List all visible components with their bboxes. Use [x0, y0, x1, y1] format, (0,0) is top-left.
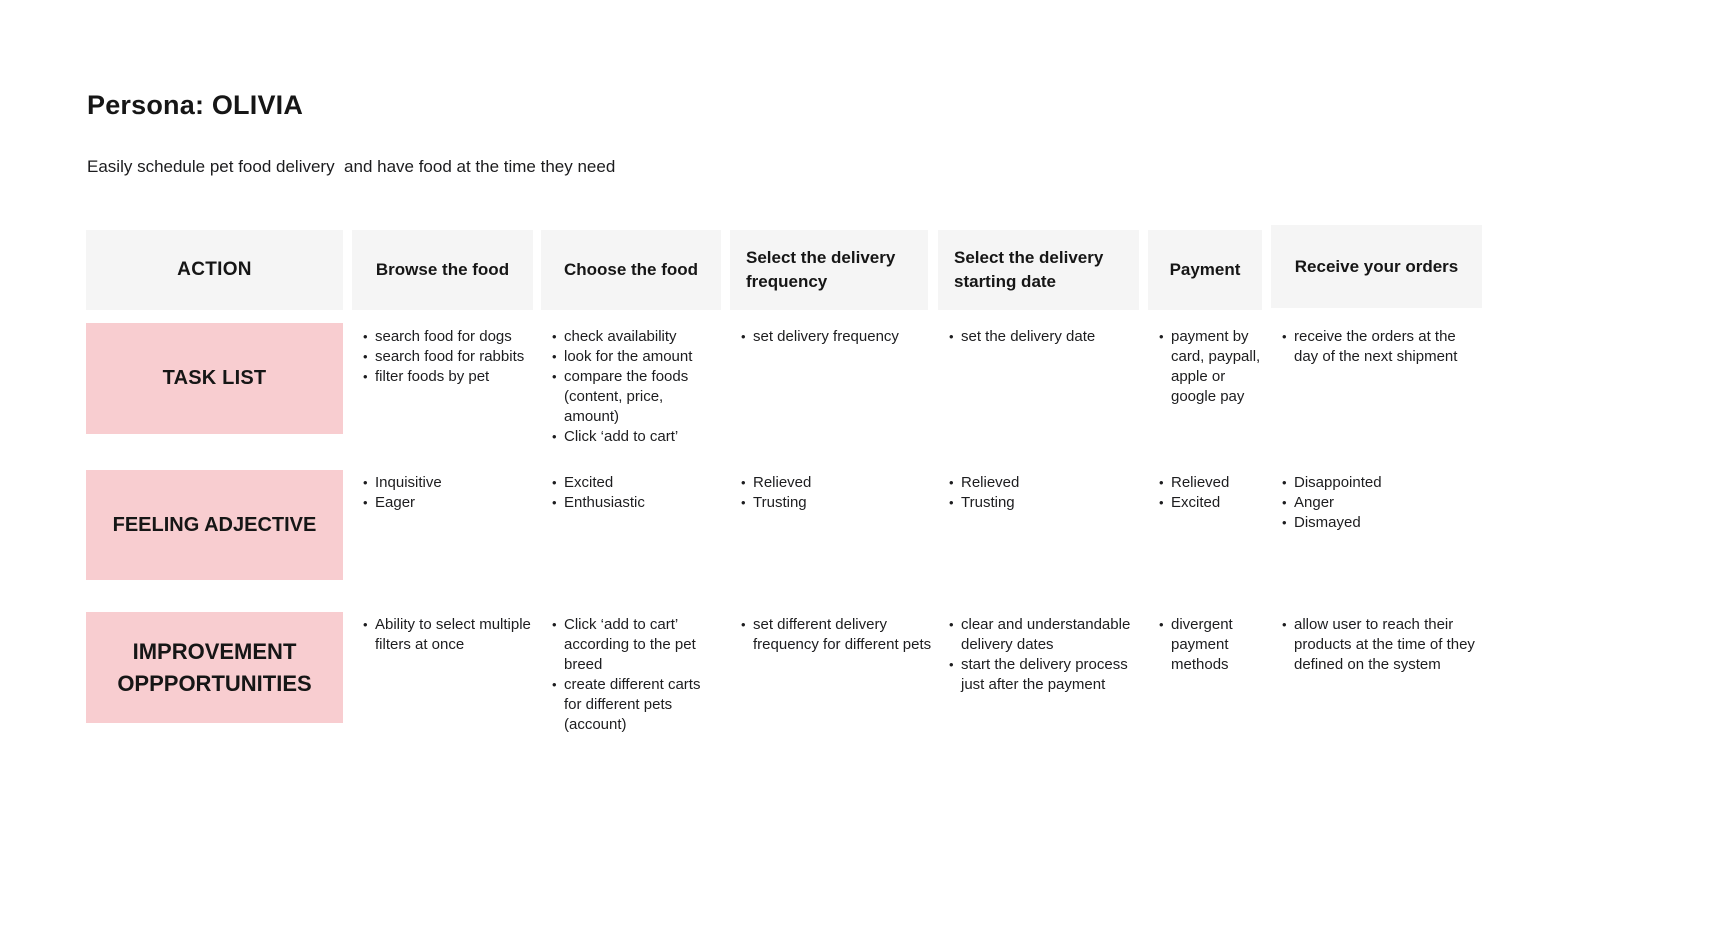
bullet-item: • divergent payment methods — [1148, 615, 1262, 675]
bullet-item: • check availability — [541, 327, 721, 347]
bullet-item: • look for the amount — [541, 347, 721, 367]
bullet-item: • Dismayed — [1271, 513, 1482, 533]
feeling-list — [1271, 473, 1482, 533]
feelings-cell-choose — [541, 473, 721, 513]
tasks-cell-payment — [1148, 327, 1262, 407]
feelings-cell-frequency — [730, 473, 928, 513]
column-header-starting-date: Select the delivery starting date — [938, 230, 1139, 310]
bullet-item: • start the delivery process just after the payment — [938, 655, 1139, 695]
feelings-cell-receive — [1271, 473, 1482, 533]
bullet-item: • Trusting — [938, 493, 1139, 513]
bullet-item: • Inquisitive — [352, 473, 533, 493]
bullet-item: • Relieved — [938, 473, 1139, 493]
bullet-item: • payment by card, paypall, apple or google pay — [1148, 327, 1262, 407]
column-header-frequency: Select the delivery frequency — [730, 230, 928, 310]
bullet-item: • filter foods by pet — [352, 367, 533, 387]
column-header-choose: Choose the food — [541, 230, 721, 310]
feeling-list — [1148, 473, 1262, 513]
bullet-item: • Trusting — [730, 493, 928, 513]
bullet-item: • Relieved — [730, 473, 928, 493]
bullet-item: • Relieved — [1148, 473, 1262, 493]
improvement-list — [352, 615, 533, 655]
tasks-cell-receive — [1271, 327, 1482, 367]
bullet-item: • Ability to select multiple filters at once — [352, 615, 533, 655]
feelings-cell-starting-date — [938, 473, 1139, 513]
task-list — [1148, 327, 1262, 407]
tasks-cell-starting-date — [938, 327, 1139, 347]
improvements-cell-choose — [541, 615, 721, 735]
task-list — [730, 327, 928, 347]
feelings-cell-payment — [1148, 473, 1262, 513]
task-list — [938, 327, 1139, 347]
bullet-item: • set different delivery frequency for different pets — [730, 615, 938, 655]
bullet-item: • set delivery frequency — [730, 327, 928, 347]
feeling-list — [730, 473, 928, 513]
improvement-list — [541, 615, 721, 735]
bullet-item: • Anger — [1271, 493, 1482, 513]
bullet-item: • set the delivery date — [938, 327, 1139, 347]
column-header-receive: Receive your orders — [1271, 225, 1482, 308]
bullet-item: • Click ‘add to cart’ — [541, 427, 721, 447]
improvements-cell-receive — [1271, 615, 1482, 675]
bullet-item: • allow user to reach their products at the time of they defined on the system — [1271, 615, 1482, 675]
improvement-list — [1271, 615, 1482, 675]
bullet-item: • Click ‘add to cart’ according to the pet breed — [541, 615, 721, 675]
improvements-cell-payment — [1148, 615, 1262, 675]
task-list — [1271, 327, 1482, 367]
task-list — [352, 327, 533, 387]
column-header-payment: Payment — [1148, 230, 1262, 310]
feeling-list — [352, 473, 533, 513]
bullet-item: • search food for rabbits — [352, 347, 533, 367]
bullet-item: • search food for dogs — [352, 327, 533, 347]
row-label-feeling-adjective: FEELING ADJECTIVE — [86, 470, 343, 580]
bullet-item: • Excited — [1148, 493, 1262, 513]
tasks-cell-frequency — [730, 327, 928, 347]
tasks-cell-choose — [541, 327, 721, 447]
improvement-list — [938, 615, 1139, 695]
column-header-browse: Browse the food — [352, 230, 533, 310]
bullet-item: • compare the foods (content, price, amount) — [541, 367, 721, 427]
row-label-task-list: TASK LIST — [86, 323, 343, 434]
feeling-list — [541, 473, 721, 513]
improvement-list — [730, 615, 938, 655]
column-header-action: ACTION — [86, 230, 343, 310]
page-title: Persona: OLIVIA — [87, 90, 304, 120]
task-list — [541, 327, 721, 447]
bullet-item: • clear and understandable delivery dates — [938, 615, 1139, 655]
bullet-item: • Disappointed — [1271, 473, 1482, 493]
improvement-list — [1148, 615, 1262, 675]
bullet-item: • Enthusiastic — [541, 493, 721, 513]
bullet-item: • receive the orders at the day of the next shipment — [1271, 327, 1482, 367]
improvements-cell-browse — [352, 615, 533, 655]
tasks-cell-browse — [352, 327, 533, 387]
page-subtitle: Easily schedule pet food delivery and have food at the time they need — [87, 157, 616, 176]
feeling-list — [938, 473, 1139, 513]
improvements-cell-starting-date — [938, 615, 1139, 695]
feelings-cell-browse — [352, 473, 533, 513]
bullet-item: • create different carts for different pets (account) — [541, 675, 721, 735]
bullet-item: • Excited — [541, 473, 721, 493]
improvements-cell-frequency — [730, 615, 938, 655]
row-label-improvement-opportunities: IMPROVEMENT OPPPORTUNITIES — [86, 612, 343, 723]
bullet-item: • Eager — [352, 493, 533, 513]
